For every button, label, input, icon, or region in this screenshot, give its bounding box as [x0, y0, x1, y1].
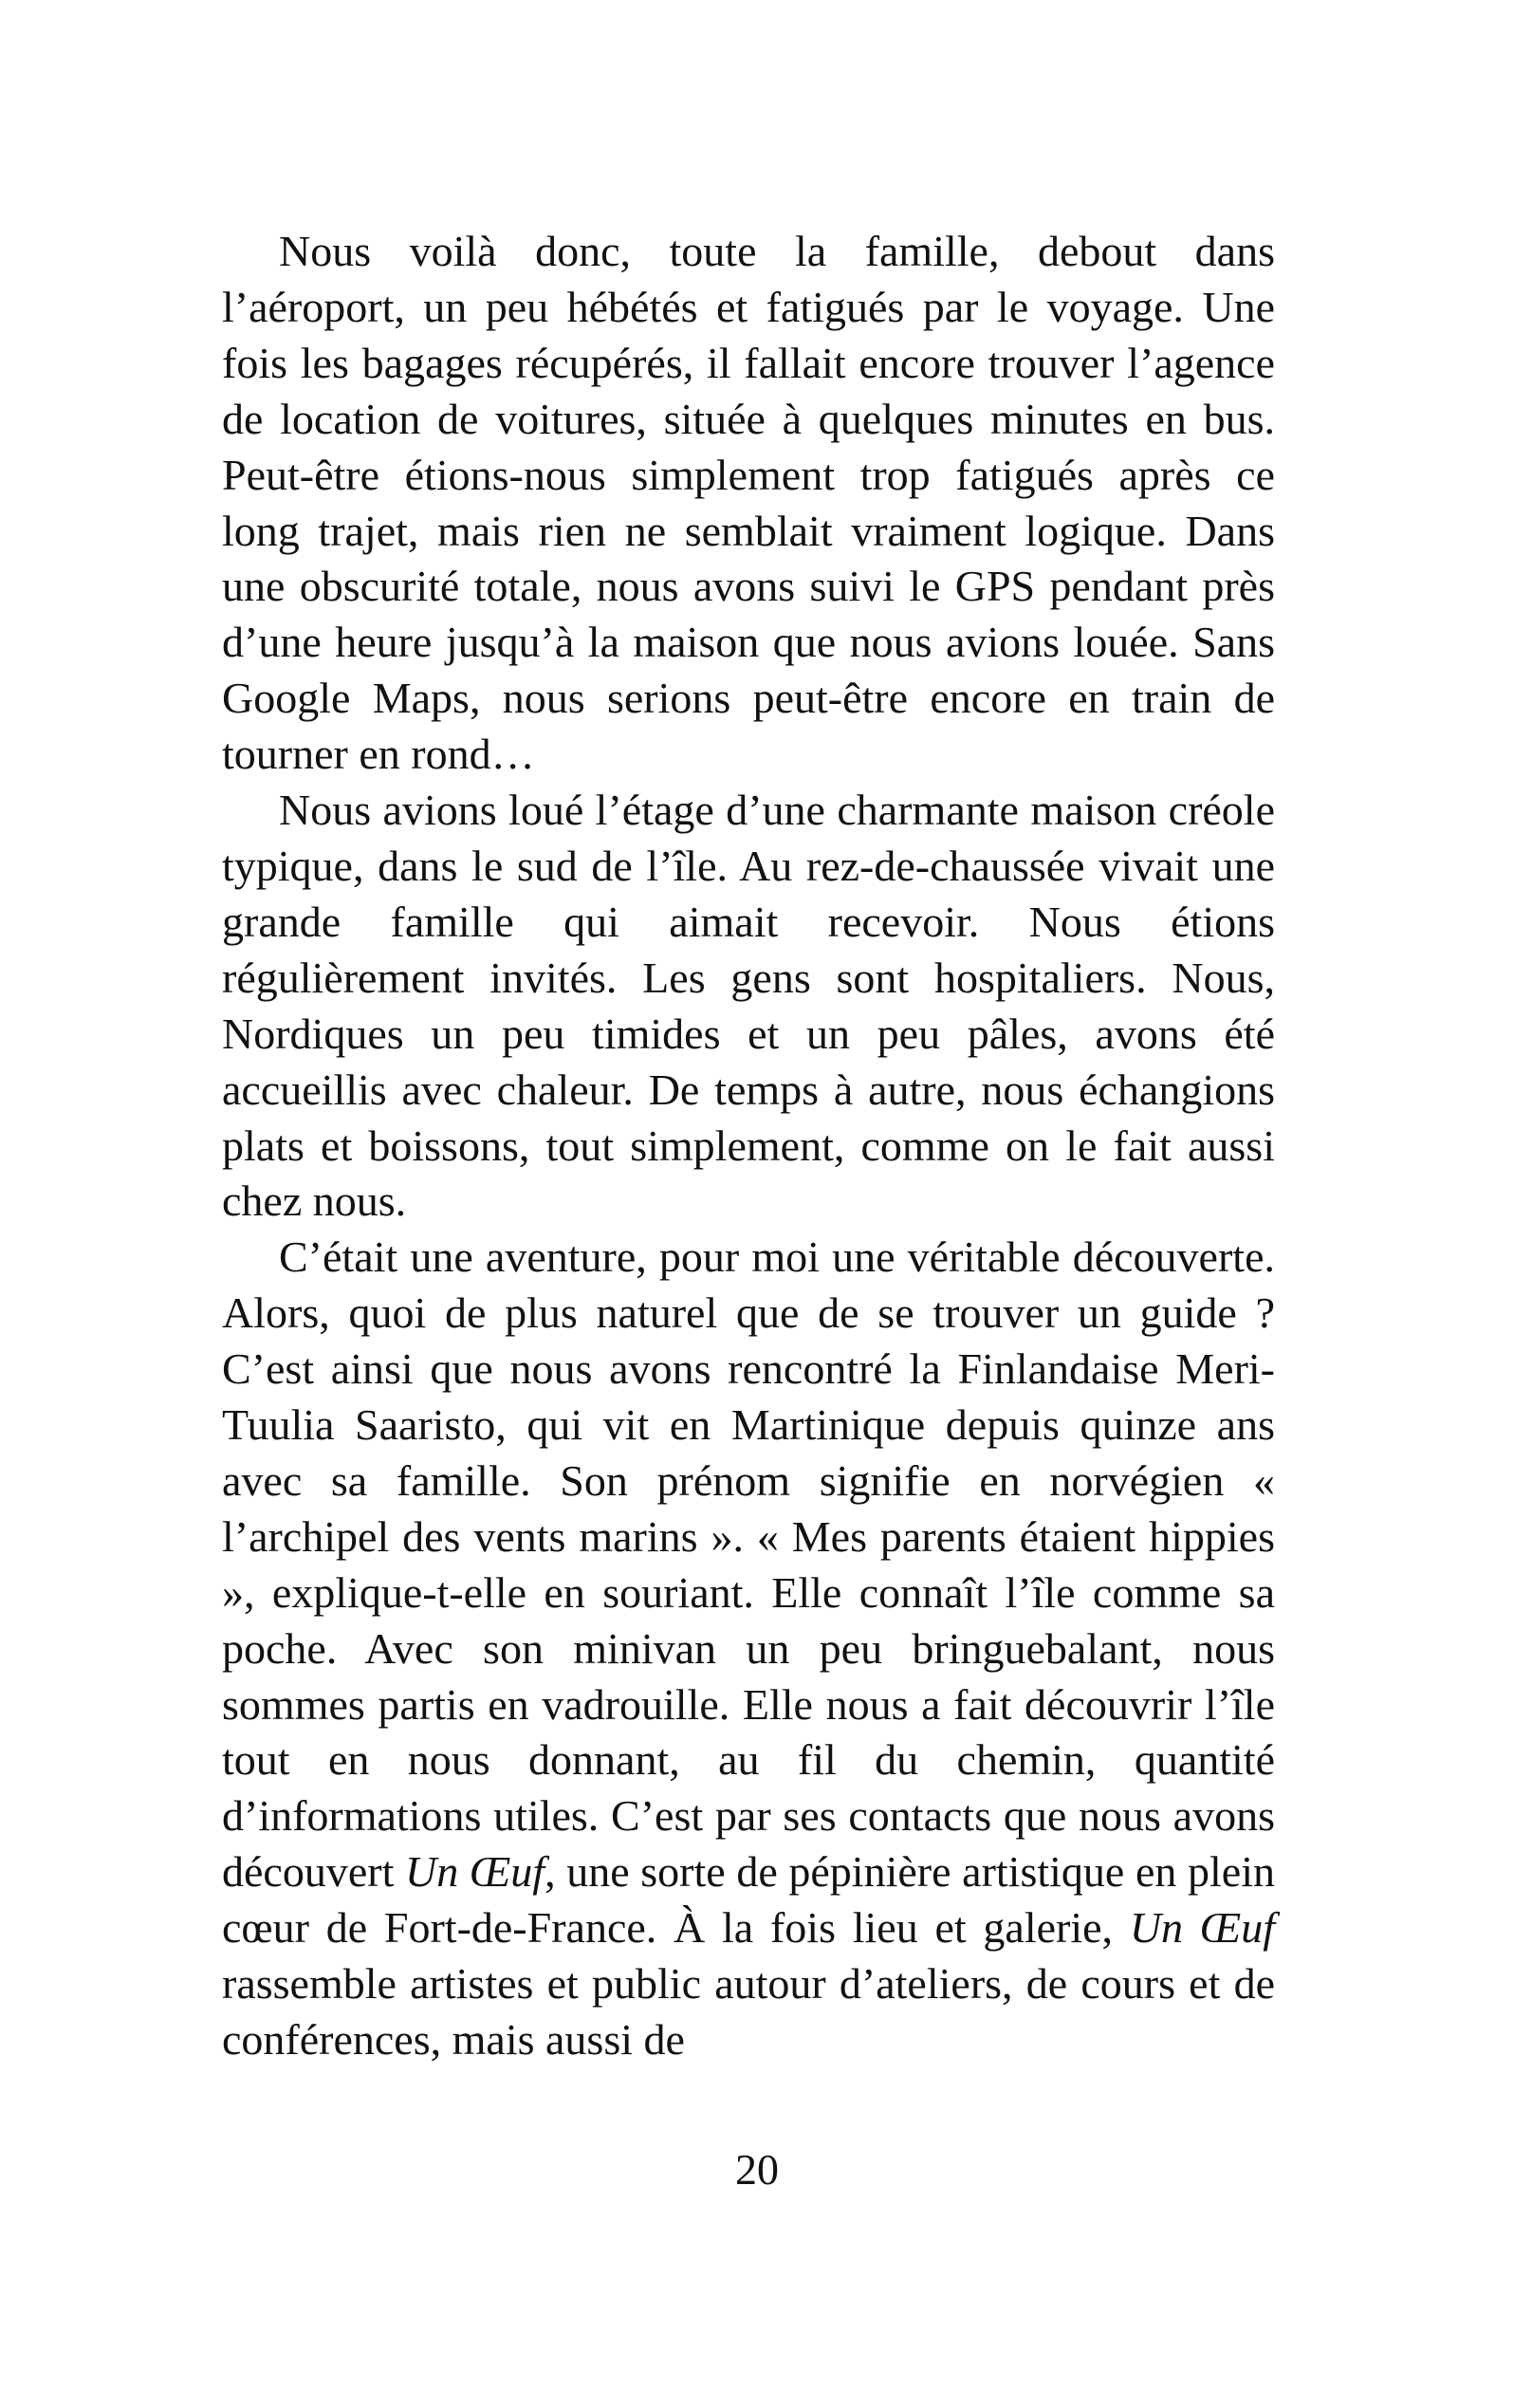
paragraph-3	[222, 1230, 1275, 2068]
paragraph-3-text-part-3: rassemble artistes et public autour d’ateliers, de cours et de conférences, mais aussi de	[222, 1959, 1275, 2064]
page-number: 20	[735, 2145, 779, 2194]
italic-title-un-oeuf: Un Œuf	[405, 1847, 545, 1897]
paragraph-2	[222, 783, 1275, 1230]
body-text	[222, 224, 1275, 2068]
paragraph-3-text-part-1: C’était une aventure, pour moi une véritable découverte. Alors, quoi de plus naturel que de se trouver un guide ? C’est ainsi que nous avons rencontré la Finlandaise Meri-Tuulia Saaristo, qui vit en Martinique depuis quinze ans avec sa famille. Son prénom signifie en norvégien « l’archipel des vents marins ». « Mes parents étaient hippies », explique-t-elle en souriant. Elle connaît l’île comme sa poche. Avec son minivan un peu bringuebalant, nous sommes partis en vadrouille. Elle nous a fait découvrir l’île tout en nous donnant, au fil du chemin, quantité d’informations utiles. C’est par ses contacts que nous avons découvert	[222, 1232, 1275, 1897]
italic-title-un-oeuf: Un Œuf	[1129, 1903, 1276, 1953]
paragraph-1-text: Nous voilà donc, toute la famille, debout dans l’aéroport, un peu hébétés et fatigués par le voyage. Une fois les bagages récupérés, il fallait encore trouver l’agence de location de voitures, située à quelques minutes en bus. Peut-être étions-nous simplement trop fatigués après ce long trajet, mais rien ne semblait vraiment logique. Dans une obscurité totale, nous avons suivi le GPS pendant près d’une heure jusqu’à la maison que nous avions louée. Sans Google Maps, nous serions peut-être encore en train de tourner en rond…	[222, 227, 1275, 779]
paragraph-2-text: Nous avions loué l’étage d’une charmante maison créole typique, dans le sud de l’île. Au rez-de-chaussée vivait une grande famille qui aimait recevoir. Nous étions régulièrement invités. Les gens sont hospitaliers. Nous, Nordiques un peu timides et un peu pâles, avons été accueillis avec chaleur. De temps à autre, nous échangions plats et boissons, tout simplement, comme on le fait aussi chez nous.	[222, 786, 1275, 1226]
paragraph-3-text-part-2: , une sorte de pépinière artistique en plein cœur de Fort-de-France. À la fois lieu et galerie,	[222, 1847, 1275, 1953]
paragraph-1	[222, 224, 1275, 783]
